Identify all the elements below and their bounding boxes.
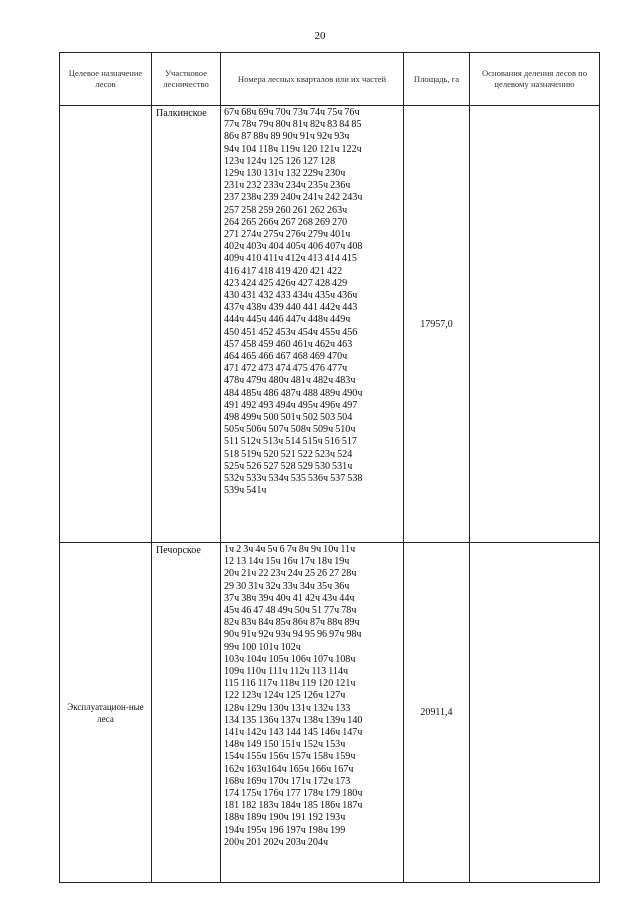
quarter-line: 29 30 31ч 32ч 33ч 34ч 35ч 36ч	[224, 580, 350, 592]
header-purpose: Целевое назначение лесов	[60, 53, 152, 106]
quarter-line: 437ч 438ч 439 440 441 442ч 443	[224, 302, 358, 314]
quarter-line: 188ч 189ч 190ч 191 192 193ч	[224, 812, 346, 824]
area-value: 20911,4	[404, 543, 470, 883]
quarter-line: 20ч 21ч 22 23ч 24ч 25 26 27 28ч	[224, 568, 357, 580]
area-value: 17957,0	[404, 106, 470, 543]
header-basis: Основания деления лесов по целевому назначению	[470, 53, 600, 106]
quarter-line: 231ч 232 233ч 234ч 235ч 236ч	[224, 180, 351, 192]
quarter-line: 478ч 479ч 480ч 481ч 482ч 483ч	[224, 375, 356, 387]
quarter-line: 90ч 91ч 92ч 93ч 94 95 96 97ч 98ч	[224, 629, 362, 641]
quarter-line: 444ч 445ч 446 447ч 448ч 449ч	[224, 314, 351, 326]
quarter-line: 45ч 46 47 48 49ч 50ч 51 77ч 78ч	[224, 605, 357, 617]
quarter-line: 457 458 459 460 461ч 462ч 463	[224, 338, 353, 350]
quarter-line: 264 265 266ч 267 268 269 270	[224, 216, 348, 228]
quarter-line: 194ч 195ч 196 197ч 198ч 199	[224, 824, 346, 836]
quarter-line: 162ч 163ч164ч 165ч 166ч 167ч	[224, 763, 354, 775]
forestry-name: Печорское	[152, 543, 221, 883]
quarter-line: 525ч 526 527 528 529 530 531ч	[224, 460, 353, 472]
quarter-line: 115 116 117ч 118ч 119 120 121ч	[224, 678, 356, 690]
basis-cell	[470, 543, 600, 883]
quarter-line: 1ч 2 3ч 4ч 5ч 6 7ч 8ч 9ч 10ч 11ч	[224, 544, 356, 555]
quarter-line: 122 123ч 124ч 125 126ч 127ч	[224, 690, 346, 702]
table-row	[60, 106, 600, 543]
quarter-line: 123ч 124ч 125 126 127 128	[224, 155, 336, 167]
quarter-line: 237 238ч 239 240ч 241ч 242 243ч	[224, 192, 363, 204]
basis-cell	[470, 106, 600, 543]
quarter-line: 94ч 104 118ч 119ч 120 121ч 122ч	[224, 143, 362, 155]
header-quarters: Номера лесных кварталов или их частей	[221, 53, 404, 106]
quarter-line: 148ч 149 150 151ч 152ч 153ч	[224, 739, 346, 751]
header-area: Площадь, га	[404, 53, 470, 106]
quarter-line: 200ч 201 202ч 203ч 204ч	[224, 836, 329, 848]
quarter-line: 128ч 129ч 130ч 131ч 132ч 133	[224, 702, 351, 714]
quarter-line: 430 431 432 433 434ч 435ч 436ч	[224, 290, 358, 302]
quarter-numbers	[221, 106, 404, 543]
quarter-line: 464 465 466 467 468 469 470ч	[224, 351, 348, 363]
quarter-line: 181 182 183ч 184ч 185 186ч 187ч	[224, 800, 363, 812]
quarter-line: 168ч 169ч 170ч 171ч 172ч 173	[224, 775, 351, 787]
quarter-line: 154ч 155ч 156ч 157ч 158ч 159ч	[224, 751, 356, 763]
table-header-row	[60, 53, 600, 106]
quarter-line: 532ч 533ч 534ч 535 536ч 537 538	[224, 473, 363, 485]
quarter-line: 423 424 425 426ч 427 428 429	[224, 277, 348, 289]
quarter-line: 491 492 493 494ч 495ч 496ч 497	[224, 399, 358, 411]
page-number: 20	[314, 30, 326, 42]
quarter-line: 257 258 259 260 261 262 263ч	[224, 204, 348, 216]
quarter-line: 86ч 87 88ч 89 90ч 91ч 92ч 93ч	[224, 131, 350, 143]
quarter-line: 141ч 142ч 143 144 145 146ч 147ч	[224, 727, 363, 739]
header-forestry: Участковое лесничество	[152, 53, 221, 106]
quarter-line: 12 13 14ч 15ч 16ч 17ч 18ч 19ч	[224, 556, 350, 568]
forest-division-table	[59, 52, 600, 883]
quarter-line: 82ч 83ч 84ч 85ч 86ч 87ч 88ч 89ч	[224, 617, 360, 629]
quarter-line: 518 519ч 520 521 522 523ч 524	[224, 448, 353, 460]
quarter-line: 271 274ч 275ч 276ч 279ч 401ч	[224, 229, 351, 241]
quarter-line: 129ч 130 131ч 132 229ч 230ч	[224, 168, 346, 180]
forestry-name: Палкинское	[152, 106, 221, 543]
quarter-line: 471 472 473 474 475 476 477ч	[224, 363, 348, 375]
quarter-line: 37ч 38ч 39ч 40ч 41 42ч 43ч 44ч	[224, 592, 355, 604]
quarter-line: 409ч 410 411ч 412ч 413 414 415	[224, 253, 357, 265]
quarter-line: 174 175ч 176ч 177 178ч 179 180ч	[224, 788, 363, 800]
quarter-line: 402ч 403ч 404 405ч 406 407ч 408	[224, 241, 363, 253]
quarter-line: 109ч 110ч 111ч 112ч 113 114ч	[224, 666, 349, 678]
quarter-line: 103ч 104ч 105ч 106ч 107ч 108ч	[224, 653, 356, 665]
quarter-line: 511 512ч 513ч 514 515ч 516 517	[224, 436, 357, 448]
quarter-numbers	[221, 543, 404, 883]
table-row	[60, 543, 600, 883]
quarter-line: 498 499ч 500 501ч 502 503 504	[224, 412, 353, 424]
quarter-line: 450 451 452 453ч 454ч 455ч 456	[224, 326, 358, 338]
quarter-line: 67ч 68ч 69ч 70ч 73ч 74ч 75ч 76ч	[224, 107, 360, 118]
quarter-line: 539ч 541ч	[224, 485, 267, 497]
quarter-line: 484 485ч 486 487ч 488 489ч 490ч	[224, 387, 363, 399]
quarter-line: 505ч 506ч 507ч 508ч 509ч 510ч	[224, 424, 356, 436]
quarter-line: 134 135 136ч 137ч 138ч 139ч 140	[224, 714, 363, 726]
quarter-line: 99ч 100 101ч 102ч	[224, 641, 301, 653]
quarter-line: 416 417 418 419 420 421 422	[224, 265, 343, 277]
purpose-cell: Эксплуатацион-ные леса	[60, 543, 152, 883]
quarter-line: 77ч 78ч 79ч 80ч 81ч 82ч 83 84 85	[224, 119, 362, 131]
purpose-cell	[60, 106, 152, 543]
